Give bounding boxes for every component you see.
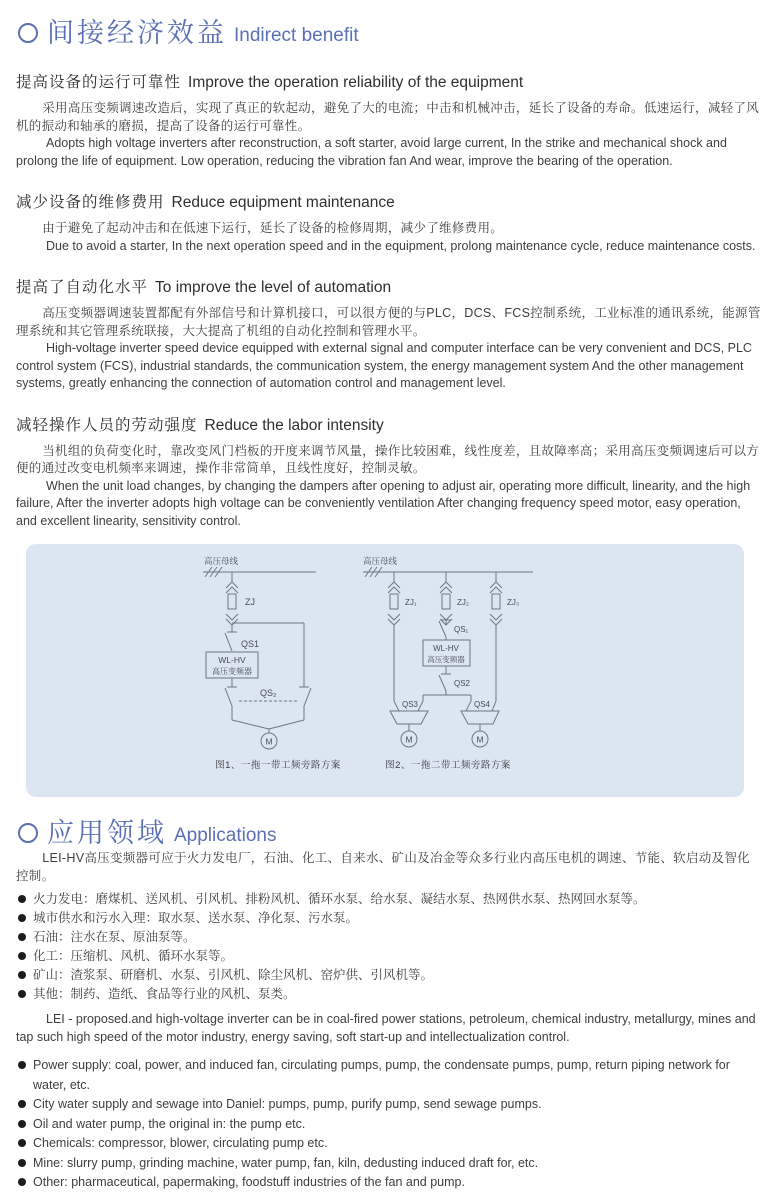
bullet-icon (18, 1120, 26, 1128)
motor-label: M (265, 736, 273, 747)
fuse-label: ZJ (245, 597, 255, 607)
section-title-zh: 间接经济效益 (47, 18, 227, 48)
subsection-heading (16, 70, 762, 92)
circle-outline-icon (18, 823, 38, 843)
subsection-reliability (16, 70, 762, 170)
subsection-heading-zh: 提高设备的运行可靠性 (16, 74, 182, 91)
subsection-heading (16, 413, 762, 435)
applications-intro-zh: LEI-HV高压变频器可应于火力发电厂，石油、化工、自来水、矿山及冶金等众多行业内高压电机的调速、节能、软启动及智化控制。 (16, 851, 750, 883)
paragraph-zh: 高压变频器调速装置都配有外部信号和计算机接口，可以很方便的与PLC，DCS、FCS控制系统，工业标准的通讯系统，能源管理系统和其它管理系统联接，大大提高了机组的自动化控制和管理水平。 (16, 306, 761, 338)
paragraph-zh: 由于避免了起动冲击和在低速下运行，延长了设备的检修周期，减少了维修费用。 (42, 221, 504, 235)
bus-label: 高压母线 (363, 556, 398, 566)
list-item-text: 城市供水和污水入理：取水泵、送水泵、净化泵、污水泵。 (33, 911, 359, 925)
list-item-text: 化工：压缩机、风机、循环水泵等。 (33, 949, 234, 963)
list-item-text: Chemicals: compressor, blower, circulating pump etc. (33, 1136, 328, 1150)
feeder-right (490, 572, 519, 701)
subsection-maintenance (16, 190, 762, 255)
list-item (18, 1134, 762, 1154)
list-item-text: 其他：制药、造纸、食品等行业的风机、泵类。 (33, 987, 296, 1001)
fuse-label-zj1: ZJ₁ (405, 598, 417, 607)
bullet-icon (18, 1061, 26, 1069)
subsection-heading (16, 275, 762, 297)
list-item (18, 1154, 762, 1174)
list-item (18, 928, 762, 947)
figure-caption: 图2、一拖二带工频旁路方案 (385, 760, 511, 771)
applications-intro-en: LEI - proposed.and high-voltage inverter can be in coal-fired power stations, petroleum, chemical industry, metallurgy, mines and tap such high speed of the motor industry, energy saving, soft start-up and intellectualization control. (16, 1012, 756, 1044)
switch-label-qs1: QS₁ (454, 625, 469, 634)
feeder-middle (440, 572, 469, 625)
bullet-icon (18, 914, 26, 922)
bullet-icon (18, 1178, 26, 1186)
fuse-label-zj2: ZJ₂ (457, 598, 469, 607)
section-heading-indirect-benefit (18, 16, 762, 50)
list-item-text: Power supply: coal, power, and induced fan, circulating pumps, pump, the condensate pumps, pump, return piping network for water, etc. (33, 1058, 730, 1092)
bus-label: 高压母线 (204, 556, 239, 566)
inverter-label-2: 高压变频器 (427, 655, 465, 664)
list-item (18, 1173, 762, 1193)
list-item-text: 矿山：渣浆泵、研磨机、水泵、引风机、除尘风机、窑炉供、引风机等。 (33, 968, 434, 982)
subsection-heading-en: Reduce equipment maintenance (171, 194, 395, 211)
list-item (18, 966, 762, 985)
paragraph-zh: 采用高压变频调速改造后，实现了真正的软起动，避免了大的电流；中击和机械冲击，延长了设备的寿命。低速运行，减轻了风机的振动和轴承的磨损，提高了设备的运行可靠性。 (16, 101, 760, 133)
list-item-text: 石油：注水在泵、原油泵等。 (33, 930, 196, 944)
list-item-text: Oil and water pump, the original in: the pump etc. (33, 1116, 306, 1131)
inverter-label-1: WL-HV (218, 655, 246, 665)
section-title-en: Indirect benefit (234, 24, 359, 46)
bullet-icon (18, 933, 26, 941)
paragraph-en: High-voltage inverter speed device equipped with external signal and computer interface can be very convenient and DCS, PLC control system (FCS), industrial standards, the communication system, the energy management system And the other management systems, greatly enhancing the connection of automation control and management level. (16, 341, 752, 390)
paragraph-en: Adopts high voltage inverters after reconstruction, a soft starter, avoid large current, In the strike and mechanical shock and prolong the life of equipment. Low operation, reducing the vibration fan And wear, improve the bearing of the operation. (16, 136, 727, 168)
subsection-heading-zh: 减少设备的维修费用 (16, 194, 165, 211)
list-item (18, 985, 762, 1004)
list-item (18, 909, 762, 928)
bullet-icon (18, 952, 26, 960)
bullet-icon (18, 1159, 26, 1167)
section-title-en: Applications (174, 824, 277, 846)
switch-label-qs2: QS2 (454, 679, 471, 688)
circle-outline-icon (18, 23, 38, 43)
subsection-heading-en: Improve the operation reliability of the equipment (188, 74, 524, 91)
paragraph-zh: 当机组的负荷变化时，靠改变风门档板的开度来调节风量，操作比较困难，线性度差，且故障率高；采用高压变频调速后可以方便的通过改变电机频率来调速，操作非常简单，且线性度好，控制灵敏。 (16, 443, 760, 475)
switch-label-qs3: QS3 (402, 700, 419, 709)
bullet-icon (18, 895, 26, 903)
subsection-automation (16, 275, 762, 393)
section-title-zh: 应用领域 (47, 818, 167, 848)
bullet-icon (18, 1139, 26, 1147)
fuse-label-zj3: ZJ₃ (507, 598, 520, 607)
applications-list-zh (16, 890, 762, 1004)
paragraph-en: Due to avoid a starter, In the next operation speed and in the equipment, prolong maintenance cycle, reduce maintenance costs. (46, 238, 756, 253)
bullet-icon (18, 971, 26, 979)
inverter-label-1: WL-HV (433, 644, 459, 653)
list-item-text: City water supply and sewage into Daniel: pumps, pump, purify pump, send sewage pumps. (33, 1097, 542, 1111)
subsection-heading-zh: 提高了自动化水平 (16, 279, 149, 296)
list-item (18, 1095, 762, 1115)
section-heading-applications (18, 816, 762, 850)
list-item-text: 火力发电：磨煤机、送风机、引风机、排粉风机、循环水泵、给水泵、凝结水泵、热网供水泵、热网回水泵等。 (33, 892, 646, 906)
bypass-diagram-1 (198, 552, 358, 752)
figure-one-drag-one (198, 552, 358, 797)
switch-label-qs4: QS4 (474, 700, 491, 709)
applications-list-en (16, 1056, 762, 1193)
list-item (18, 890, 762, 909)
motor-right-label: M (476, 734, 484, 745)
list-item (18, 1115, 762, 1135)
figure-caption: 图1、一拖一带工频旁路方案 (215, 760, 341, 771)
subsection-heading-en: To improve the level of automation (155, 279, 392, 296)
feeder-left (388, 572, 417, 701)
list-item-text: Mine: slurry pump, grinding machine, water pump, fan, kiln, dedusting induced draft for, etc. (33, 1155, 539, 1170)
motor-left-label: M (405, 734, 413, 745)
subsection-heading-zh: 减轻操作人员的劳动强度 (16, 416, 198, 434)
list-item (18, 947, 762, 966)
list-item (18, 1056, 762, 1095)
switch-label-qs1: QS1 (241, 639, 260, 649)
list-item-text: Other: pharmaceutical, papermaking, foodstuff industries of the fan and pump. (33, 1175, 465, 1189)
subsection-labor-intensity (16, 413, 762, 531)
figure-one-drag-two (358, 552, 538, 797)
switch-label-qs2: QS₂ (260, 688, 277, 698)
paragraph-en: When the unit load changes, by changing the dampers after opening to adjust air, operating more difficult, linearity, and the high failure, After the inverter adopts high voltage can be conveniently ventilation After changing frequency speed motor, easy operation, and excellent linearity, sensitivity control. (16, 478, 751, 528)
bullet-icon (18, 1100, 26, 1108)
subsection-heading-en: Reduce the labor intensity (204, 416, 384, 434)
diagram-panel (26, 544, 744, 797)
subsection-heading (16, 190, 762, 212)
bullet-icon (18, 990, 26, 998)
inverter-label-2: 高压变频器 (212, 667, 252, 676)
bypass-diagram-2 (358, 552, 538, 752)
